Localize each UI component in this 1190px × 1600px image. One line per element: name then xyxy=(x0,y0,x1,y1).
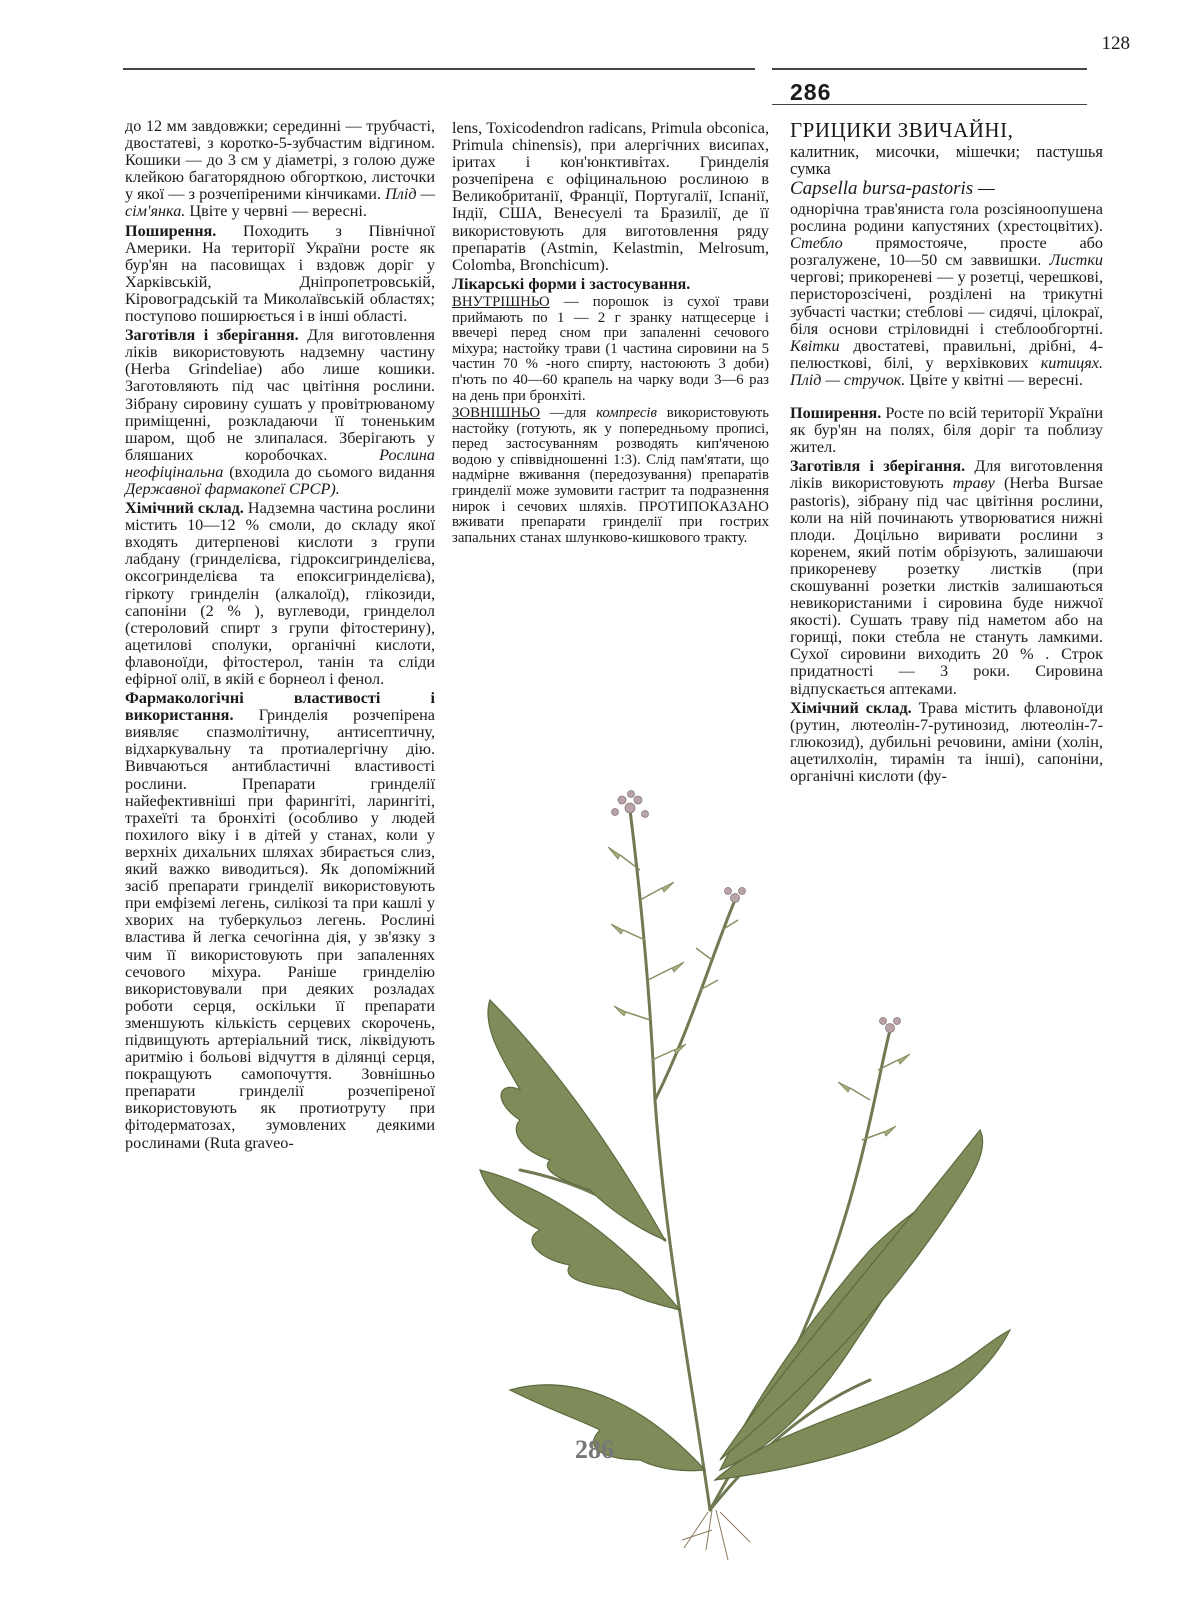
text-column-3 xyxy=(790,119,1103,785)
text-run: Для виготовлення ліків використовують надземну частину (Herba Grindeliae) або лише кошики. Заготовляють під час цвітіння рослини. Зібрану сировину сушать у провітрюваному приміщенні, розкладаючи її тоненьким шаром, щоб не злипалася. Зберігають у бляшаних коробочках. xyxy=(125,326,435,464)
text-run: Трава містить флавоноїди (рутин, лютеолін-7-рутинозид, лютеолін-7-глюкозид), дубильні речовини, аміни (холін, ацетилхолін, тирамін та інші), сапоніни, органічні кислоти (фу- xyxy=(790,698,1103,785)
paragraph xyxy=(790,119,1103,141)
shepherds-purse-illustration xyxy=(450,770,1110,1585)
text-run: ВНУТРІШНЬО xyxy=(452,293,550,310)
paragraph xyxy=(125,327,435,498)
text-column-1 xyxy=(125,118,435,1152)
paragraph xyxy=(125,223,435,326)
section-heading: Лікарські форми і застосування. xyxy=(452,274,691,293)
paragraph xyxy=(790,458,1103,697)
text-run: однорічна трав'яниста гола розсіяноопушена рослина родини капустяних (хрестоцвітих). xyxy=(790,200,1103,236)
text-run: Стебло xyxy=(790,234,843,253)
article-number: 286 xyxy=(790,79,832,105)
section-heading: Хімічний склад. xyxy=(125,499,244,518)
text-run: — порошок із сухої трави приймають по 1 — 2 г зранку натщесерце і ввечері перед сном при запаленні сечового міхура; настойку трави (1 частина сировини на 5 частин 70 % -ного спирту, настоюють 3 доби) п'ють по 40—60 крапель на чарку води 3—6 раз на день при бронхіті. xyxy=(452,293,769,404)
section-heading: Заготівля і зберігання. xyxy=(125,326,299,345)
paragraph xyxy=(790,201,1103,389)
text-run: ЗОВНІШНЬО xyxy=(452,405,541,422)
paragraph xyxy=(125,118,435,221)
text-run: Гринделія розчепірена виявляє спазмолітичну, антисептичну, відхаркувальну та протиалергічну дію. Вивчаються антибластичні властивості рослини. Препарати гринделії найефективніші при фарингіті, ларингіті, трахеїті та бронхіті (особливо у людей похилого віку і в дітей у станах, коли у верхніх дихальних шляхах збирається слиз, який важко виводиться). Як допоміжний засіб препарати гринделії використовують при емфіземі легень, силікозі та при кашлі у хворих на туберкульоз легень. Рослині властива й легка сечогінна дія, у зв'язку з чим її використовують при запаленнях сечового міхура. Раніше гринделію використовували при деяких розладах роботи серця, оскільки її препарати зменшують кількість серцевих скорочень, підвищують артеріальний тиск, ліквідують аритмію і больові відчуття в ділянці серця, покращують самопочуття. Зовнішньо препарати гринделії розчепіреної використовують як протиотруту при фітодерматозах, зумовлених деякими рослинами (Ruta graveo- xyxy=(125,706,435,1152)
text-run: Цвіте у квітні — вересні. xyxy=(905,370,1083,389)
plate-number: 286 xyxy=(575,1435,614,1464)
paragraph xyxy=(790,179,1103,199)
header-rule-right xyxy=(772,68,1087,70)
paragraph xyxy=(125,500,435,688)
text-run: (Herba Bursae pastoris), зібрану під час цвітіння рослини, коли на ній починають утворюватися нижні плоди. Доцільно виривати рослини з коренем, який потім обрізують, залишаючи прикореневу розетку листків (при скошуванні розетки листків залишаються невикористаними і сировина буде нижчої якості). Сушать траву під наметом або на горищі, поки стебла не стануть ламкими. Сухої сировини виходить 20 % . Строк придатності — 3 роки. Сировина відпускається аптеками. xyxy=(790,474,1104,698)
text-run: Листки xyxy=(1049,251,1103,270)
text-run: Походить з Північної Америки. На території України росте як бур'ян на пасовищах і вздовж доріг у Харківській, Дніпропетровській, Кіровоградській та Миколаївській областях; поступово поширюється і в інші області. xyxy=(125,221,435,326)
text-run: траву xyxy=(952,474,995,493)
text-run: lens, Toxicodendron radicans, Primula obconica, Primula chinensis), при алергічних висипах, іритах і кон'юнктивітах. Гринделія розчепірена є офіцинальною рослиною в Великобританії, Франції, Португалії, Іспанії, Індії, США, Венесуелі та Бразилії, де її використовують для виготовлення ряду препаратів (Astmin, Kelastmin, Melrosum, Colomba, Bronchicum). xyxy=(452,119,769,274)
page-number: 128 xyxy=(1101,33,1130,54)
header-rule-left xyxy=(123,68,755,70)
text-run: (входила до сьомого видання xyxy=(223,462,435,481)
text-run: Capsella bursa-pastoris — xyxy=(790,178,995,199)
paragraph xyxy=(790,143,1103,177)
text-run: Державної фармакопеї СРСР). xyxy=(125,479,340,498)
text-run: чергові; прикореневі — у розетці, черешкові, перисторозсічені, розділені на трикутні зубчасті частки; стеблові — сидячі, цілокраї, біля основи стріловидні і стеблообгортні. xyxy=(790,268,1103,338)
text-run: калитник, мисочки, мішечки; пастушья сумка xyxy=(790,142,1103,178)
text-column-2 xyxy=(452,120,769,546)
text-run: Надземна частина рослини містить 10—12 % смоли, до складу якої входять дитерпенові кислоти з групи лабдану (гринделієва, гідроксигринделієва, оксогринделієва та епоксигринделієва), гіркоту гринделін (алкалоїд), глікозиди, сапоніни (2 % ), вуглеводи, гринделол (стероловий спирт з групи фітостерину), ацетилові сполуки, органічні кислоти, флавоноїди, фітостерол, танін та сліди ефірної олії, в якій є борнеол і фенол. xyxy=(125,499,435,688)
text-run: двостатеві, правильні, дрібні, 4-пелюсткові, білі, у верхівкових xyxy=(790,336,1103,372)
paragraph xyxy=(452,120,769,274)
text-run: —для xyxy=(540,405,597,422)
paragraph xyxy=(125,690,435,1152)
text-run: Цвіте у червні — вересні. xyxy=(185,202,367,221)
paragraph xyxy=(452,406,769,546)
section-heading: Фармакологічні властивості і використання. xyxy=(125,689,435,725)
text-run: компресів xyxy=(596,405,657,422)
paragraph xyxy=(452,295,769,404)
paragraph xyxy=(790,405,1103,456)
text-run: прямостояче, просте або розгалужене, 10—50 см заввишки. xyxy=(790,234,1103,270)
section-heading: Заготівля і зберігання. xyxy=(790,457,966,476)
text-run: Плід — сім'янка. xyxy=(125,185,435,221)
text-run: Рослина неофіцінальна xyxy=(125,445,435,481)
text-run: ГРИЦИКИ ЗВИЧАЙНІ, xyxy=(790,118,1014,142)
text-run: Квітки xyxy=(790,336,840,355)
section-heading: Поширення. xyxy=(790,404,882,423)
section-heading: Хімічний склад. xyxy=(790,698,912,717)
text-run: використовують настойку (готують, як у попередньому прописі, перед застосуванням розводять кип'яченою водою у співвідношенні 1:3). Слід пам'ятати, що надмірне вживання (передозування) препаратів гринделії може зумовити гастрит та подразнення нирок і сечових шляхів. ПРОТИПОКАЗАНО вживати препарати гринделії при гострих запальних станах шлунково-кишкового тракту. xyxy=(452,405,769,546)
text-run: китицях. Плід — стручок. xyxy=(790,353,1103,389)
text-run: Для виготовлення ліків використовують xyxy=(790,457,1103,493)
text-run: до 12 мм завдовжки; серединні — трубчасті, двостатеві, з коротко-5-зубчастим відгином. Кошики — до 3 см у діаметрі, з голою дуже клейкою багаторядною обгорткою, листочки у якої — з розчепіреними кінчиками. xyxy=(125,117,435,204)
section-heading: Поширення. xyxy=(125,221,217,240)
text-run: Росте по всій території України як бур'ян на полях, біля доріг та поблизу жител. xyxy=(790,404,1103,457)
paragraph xyxy=(452,276,769,293)
